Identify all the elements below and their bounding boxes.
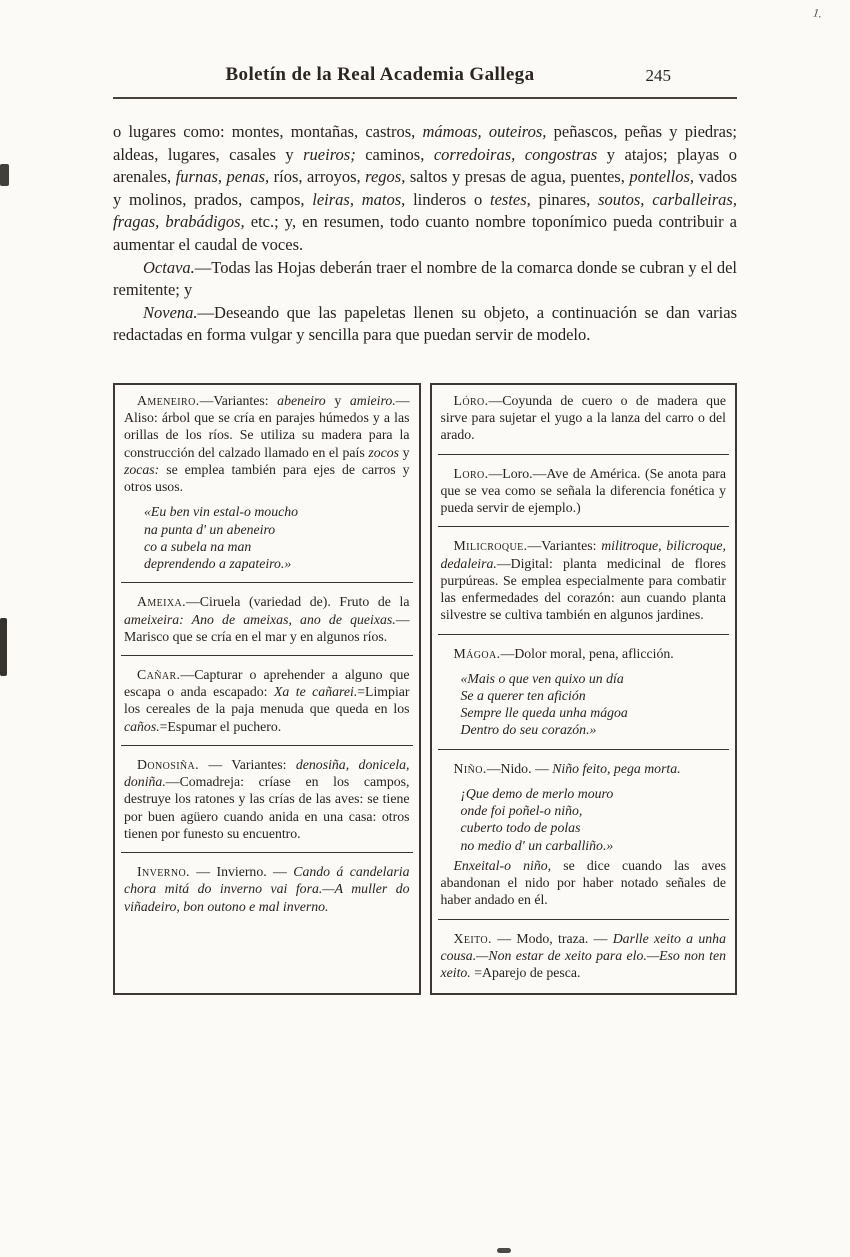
text-run: —Ciruela (variedad de). Fruto de la xyxy=(186,594,410,610)
paragraph xyxy=(113,121,737,257)
text-run: —Loro.—Ave de América. (Se anota para que se vea como se señala la diferencia fonética y pueda servir de ejemplo.) xyxy=(440,465,726,516)
entry-divider xyxy=(438,749,730,750)
verse-quote xyxy=(461,785,723,854)
text-run: vados y molinos, prados, campos, xyxy=(113,167,738,209)
text-run: —Nido. — xyxy=(486,760,553,776)
verse-line: na punta d' un abeneiro xyxy=(144,521,276,537)
verse-line: Dentro do seu corazón.» xyxy=(460,722,597,738)
text-run: Xa te cañarei. xyxy=(273,684,358,700)
verse-line: Se a querer ten afición xyxy=(460,687,586,703)
verse-line: ¡Que demo de merlo mouro xyxy=(460,785,614,801)
entry-term: Mágoa. xyxy=(453,645,501,661)
text-run: furnas, penas, xyxy=(175,167,270,187)
text-run: se emplea también para ejes de carros y otros usos. xyxy=(124,461,410,495)
text-run: —Aliso: árbol que se cría en parajes húmedos y a las orillas de los ríos. Se utiliza su madera para la construcción del calzado llamado en el país xyxy=(124,392,410,460)
text-run: Novena. xyxy=(143,302,198,322)
entry-term: Lóro. xyxy=(453,392,489,408)
text-run: —Todas las Hojas deberán traer el nombre de la comarca donde se cubran y el del remitente; y xyxy=(113,257,737,300)
entry-divider xyxy=(438,634,730,635)
text-run: amieiro. xyxy=(349,392,396,408)
journal-title: Boletín de la Real Academia Gallega xyxy=(225,64,535,85)
text-run: denosiña, donicela, doniña. xyxy=(124,756,410,790)
dictionary-entry xyxy=(441,930,727,982)
text-run: Octava. xyxy=(143,257,195,277)
entry-term: Xeito. xyxy=(453,930,492,946)
verse-line: onde foi poñel-o niño, xyxy=(460,803,583,819)
text-run: zocas: xyxy=(124,461,160,477)
text-run: testes, xyxy=(490,189,531,209)
entry-divider xyxy=(438,454,730,455)
text-run: abeneiro xyxy=(277,392,326,408)
ink-smudge xyxy=(497,1248,511,1253)
text-run: =Espumar el puchero. xyxy=(159,718,282,734)
page-number: 245 xyxy=(645,66,671,85)
text-run: peñascos, peñas y piedras; aldeas, lugares, casales y xyxy=(113,122,737,164)
verse-line: cuberto todo de polas xyxy=(460,820,581,836)
text-run: o lugares como: montes, montañas, castros, xyxy=(113,122,423,141)
text-run: =Limpiar los cereales de la paja menuda que queda en los xyxy=(124,684,410,717)
entry-divider xyxy=(121,852,413,853)
entry-divider xyxy=(121,582,413,583)
text-run: —Capturar o aprehender a alguno que escapa o anda escapado: xyxy=(124,666,410,700)
verse-quote xyxy=(144,503,406,572)
entry-paragraph xyxy=(441,930,727,982)
text-run: soutos, carballeiras, fragas, brabádigos, xyxy=(113,189,737,232)
verse-line: co a subela na man xyxy=(144,538,252,554)
dictionary-entry xyxy=(441,645,727,739)
entry-term: Ameneiro. xyxy=(137,392,200,408)
text-run: rueiros; xyxy=(303,144,356,164)
text-run: regos, xyxy=(365,167,406,187)
dictionary-entry xyxy=(124,666,410,735)
verse-quote xyxy=(461,670,723,739)
entry-paragraph xyxy=(441,392,727,444)
text-run: —Coyunda de cuero o de madera que sirve para sujetar el yugo a la lanza del carro o del arado. xyxy=(440,392,726,443)
text-run: =Aparejo de pesca. xyxy=(470,965,581,981)
text-run: mámoas, outeiros, xyxy=(422,122,547,141)
intro-text xyxy=(113,121,737,347)
text-run: —Marisco que se cría en el mar y en algunos ríos. xyxy=(124,611,410,644)
dictionary-entry xyxy=(124,863,410,915)
text-run: Darlle xeito a unha cousa.—Non estar de xeito para elo.—Eso non ten xeito. xyxy=(440,930,726,981)
entry-term: Loro. xyxy=(453,465,489,481)
text-run: —Dolor moral, pena, aflicción. xyxy=(500,645,674,661)
entry-term: Donosiña. xyxy=(137,756,200,772)
dictionary-entry xyxy=(124,392,410,572)
ink-smudge xyxy=(0,618,7,676)
text-run: —Deseando que las papeletas llenen su objeto, a continuación se dan varias redactadas en forma vulgar y sencilla para que puedan servir de modelo. xyxy=(113,302,737,345)
left-entry-box xyxy=(113,383,421,995)
dictionary-entry xyxy=(124,593,410,645)
paragraph xyxy=(113,302,737,347)
entry-paragraph xyxy=(124,666,410,735)
text-run: — Variantes: xyxy=(199,756,296,772)
verse-line: Sempre lle queda unha mágoa xyxy=(460,705,628,721)
entry-columns xyxy=(113,383,737,995)
entry-paragraph xyxy=(441,857,727,909)
text-run: pontellos, xyxy=(629,167,694,187)
dictionary-entry xyxy=(441,392,727,444)
entry-divider xyxy=(121,655,413,656)
text-run: y atajos; playas o arenales, xyxy=(113,144,737,187)
entry-paragraph xyxy=(441,465,727,517)
text-run: —Comadreja: críase en los campos, destruye los ratones y las crías de las aves: se tiene por buen agüero cuando anida en una casa: otros tienen por funesto su encuentro. xyxy=(124,774,410,841)
entry-paragraph xyxy=(124,863,410,915)
text-run: caños. xyxy=(124,718,160,734)
entry-divider xyxy=(438,919,730,920)
text-run: militroque, bilicroque, dedaleira. xyxy=(440,538,726,571)
text-run: —Variantes: xyxy=(199,392,278,408)
entry-paragraph xyxy=(441,645,727,662)
verse-line: «Mais o que ven quixo un día xyxy=(460,670,624,686)
entry-paragraph xyxy=(124,593,410,645)
verse-line: «Eu ben vin estal-o moucho xyxy=(144,504,299,520)
text-run: — Modo, traza. — xyxy=(491,930,613,946)
text-run: se dice cuando las aves abandonan el nido por haber notado señales de haber andado en él. xyxy=(440,857,726,908)
page-header xyxy=(113,64,737,90)
text-run: —Variantes: xyxy=(527,538,602,554)
verse-line: no medio d' un carballiño.» xyxy=(460,837,614,853)
text-run: —Digital: planta medicinal de flores purpúreas. Se emplea especialmente para combatir las enfermedades del corazón: aun cuando planta silvestre se cultiva también en algunos jardines. xyxy=(440,555,726,623)
pencil-corner-mark: 1. xyxy=(812,5,823,21)
entry-term: Ameixa. xyxy=(137,594,186,610)
entry-term: Inverno. xyxy=(137,864,190,880)
text-run: — Invierno. — xyxy=(189,864,294,880)
text-run: saltos y presas de agua, puentes, xyxy=(405,167,630,187)
entry-divider xyxy=(121,745,413,746)
dictionary-entry xyxy=(124,756,410,842)
entry-term: Niño. xyxy=(453,760,487,776)
text-run: y xyxy=(325,392,350,408)
entry-paragraph xyxy=(441,537,727,623)
header-rule xyxy=(113,97,737,99)
text-run: Niño feito, pega morta. xyxy=(552,760,681,776)
entry-term: Milicroque. xyxy=(453,538,528,554)
entry-paragraph xyxy=(124,756,410,842)
text-run: zocos xyxy=(368,444,399,460)
text-run: caminos, xyxy=(355,144,434,164)
right-entry-box xyxy=(430,383,738,995)
text-run: y xyxy=(399,444,410,460)
entry-paragraph xyxy=(124,392,410,495)
text-run: leiras, matos, xyxy=(312,189,406,209)
verse-line: deprendendo a zapateiro.» xyxy=(144,556,292,572)
entry-divider xyxy=(438,526,730,527)
paragraph xyxy=(113,257,737,302)
text-run: etc.; y, en resumen, todo cuanto nombre toponímico pueda contribuir a aumentar el caudal de voces. xyxy=(113,212,737,254)
entry-paragraph xyxy=(441,760,727,777)
text-run: pinares, xyxy=(530,189,599,209)
text-run: Enxeital-o niño, xyxy=(453,857,552,873)
dictionary-entry xyxy=(441,537,727,623)
text-run: ameixeira: Ano de ameixas, ano de queixas. xyxy=(124,611,396,627)
text-run: corredoiras, congostras xyxy=(433,144,598,164)
ink-smudge xyxy=(0,164,9,186)
dictionary-entry xyxy=(441,465,727,517)
text-run: ríos, arroyos, xyxy=(269,167,366,187)
entry-term: Cañar. xyxy=(137,666,181,682)
text-run: linderos o xyxy=(405,189,491,209)
dictionary-entry xyxy=(441,760,727,909)
text-run: Cando á candelaria chora mitá do inverno vai fora.—A muller do viñadeiro, bon outono e mal inverno. xyxy=(124,864,410,914)
